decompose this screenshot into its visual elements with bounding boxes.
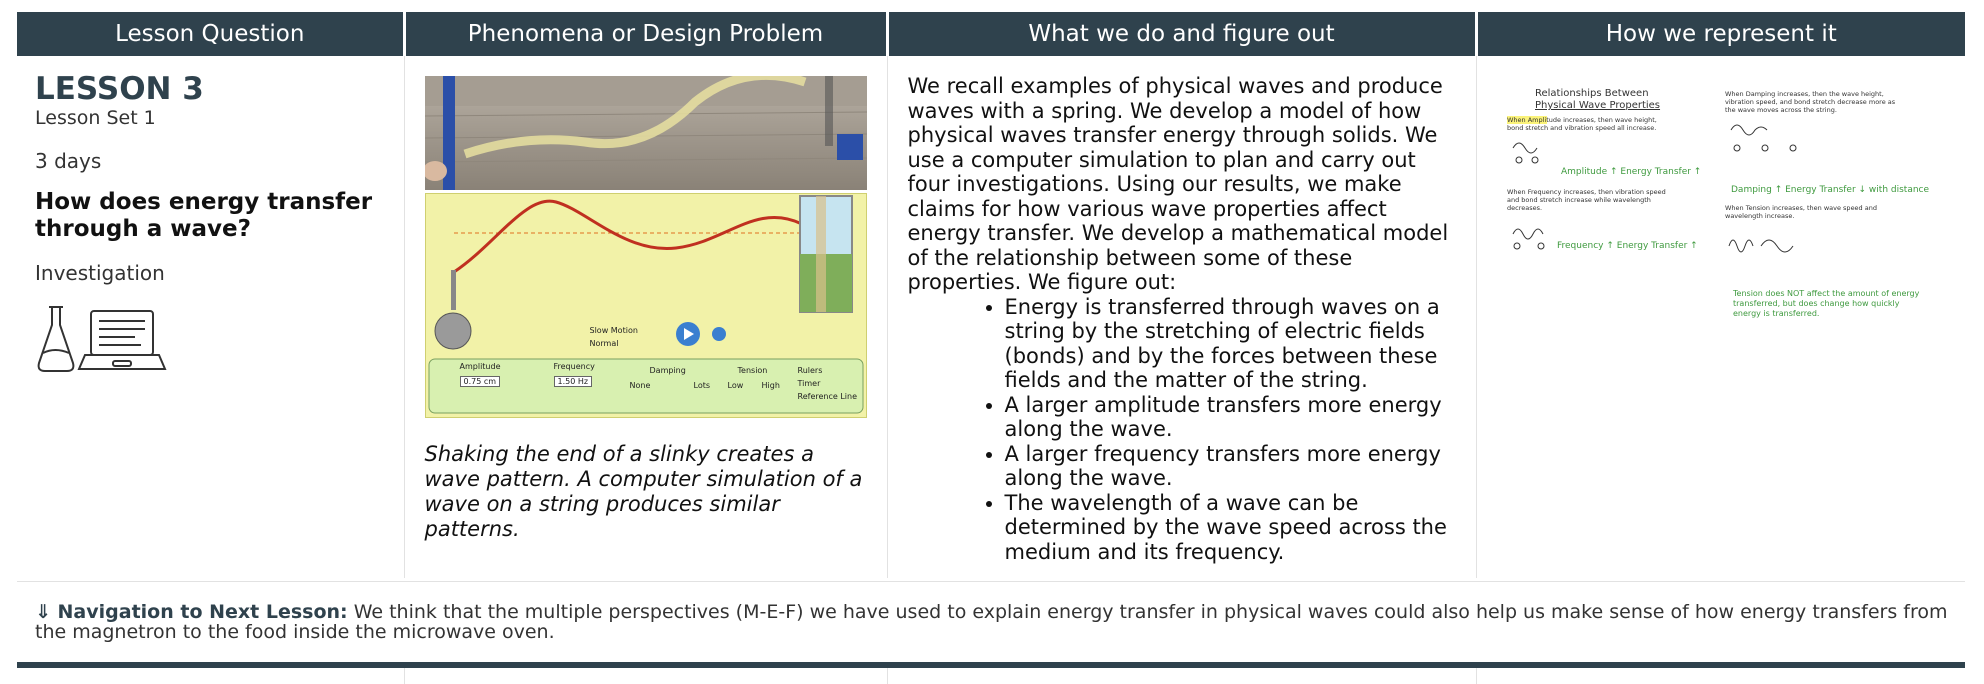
sim-amplitude-value[interactable]: 0.75 cm — [460, 376, 501, 387]
note-damping-result: Damping ↑ Energy Transfer ↓ with distance — [1730, 185, 1929, 195]
wave-simulation — [425, 193, 867, 418]
figure-out-paragraph: We recall examples of physical waves and produce waves with a spring. We develop a model of how physical waves transfer energy through solids. We use a computer simulation to plan and carry out four investigations. Using our results, we make claims for how various wave properties affect energy transfer. We develop a mathematical model of the relationship between some of these properties. We figure out: — [907, 74, 1449, 294]
what-we-do-cell — [887, 56, 1476, 578]
note-title-2: Physical Wave Properties — [1534, 100, 1660, 111]
navigation-text: We think that the multiple perspectives (M-E-F) we have used to explain energy transfer in physical waves could also help us make sense of how energy transfers from the magnetron to the food inside the microwave oven. — [35, 601, 1948, 643]
sim-damping-lots: Lots — [693, 381, 711, 390]
sim-check-reference[interactable]: Reference Line — [797, 392, 857, 401]
header-how-we-represent: How we represent it — [1476, 12, 1965, 56]
note-frequency-result: Frequency ↑ Energy Transfer ↑ — [1556, 241, 1698, 251]
column-divider — [887, 668, 888, 684]
column-divider — [1476, 668, 1477, 684]
note-frequency: When Frequency increases, then vibration speed and bond stretch increase while wavelength decreases. — [1506, 188, 1666, 212]
header-what-we-do: What we do and figure out — [887, 12, 1476, 56]
column-divider — [404, 668, 405, 684]
note-amplitude: When Amplitude increases, then wave height, bond stretch and vibration speed all increase. — [1506, 116, 1657, 132]
activity-type: Investigation — [35, 261, 165, 285]
figure-out-item: • A larger frequency transfers more energy along the wave. — [1005, 442, 1460, 491]
bottom-divider — [17, 662, 1965, 668]
lesson-question-cell — [17, 56, 404, 578]
header-phenomena: Phenomena or Design Problem — [404, 12, 887, 56]
lesson-days: 3 days — [35, 149, 102, 173]
laptop-icon — [79, 311, 165, 369]
sim-damping-label: Damping — [649, 366, 686, 375]
slinky-photo — [425, 76, 867, 190]
representation-cell — [1476, 56, 1965, 578]
flask-icon — [39, 307, 74, 371]
note-tension: When Tension increases, then wave speed and wavelength increase. — [1724, 204, 1877, 220]
sim-frequency-value[interactable]: 1.50 Hz — [554, 376, 593, 387]
note-damping: When Damping increases, then the wave height, vibration speed, and bond stretch decrease more as the wave moves across the string. — [1724, 90, 1895, 114]
note-tension-result: Tension does NOT affect the amount of energy transferred, but does change how quickly energy is transferred. — [1732, 289, 1919, 318]
note-amplitude-result: Amplitude ↑ Energy Transfer ↑ — [1560, 167, 1701, 177]
lesson-question: How does energy transfer through a wave? — [35, 189, 373, 242]
lesson-number: LESSON 3 — [35, 71, 204, 107]
lesson-row — [17, 56, 1965, 578]
sim-damping-none: None — [629, 381, 651, 390]
navigation-next-lesson — [17, 581, 1965, 642]
figure-out-item: • Energy is transferred through waves on a string by the stretching of electric fields (bonds) and by the forces between these fields and the matter of the string. — [1005, 295, 1460, 393]
investigation-icons — [35, 303, 404, 379]
sim-option-slow[interactable]: Slow Motion — [589, 326, 638, 335]
handwritten-notes — [1477, 56, 1966, 350]
sim-option-normal[interactable]: Normal — [589, 339, 619, 348]
phenomena-caption: Shaking the end of a slinky creates a wave pattern. A computer simulation of a wave on a string produces similar patterns. — [424, 442, 863, 541]
figure-out-list — [908, 295, 1460, 565]
figure-out-item: • A larger amplitude transfers more energy along the wave. — [1005, 393, 1460, 442]
figure-out-item: • The wavelength of a wave can be determined by the wave speed across the medium and its frequency. — [1005, 491, 1460, 565]
sim-amplitude-label: Amplitude — [459, 362, 501, 371]
header-lesson-question: Lesson Question — [17, 12, 404, 56]
sim-frequency-label: Frequency — [553, 362, 595, 371]
sim-tension-high: High — [761, 381, 780, 390]
sim-tension-label: Tension — [737, 366, 768, 375]
sim-check-timer[interactable]: Timer — [797, 379, 821, 388]
sim-tension-low: Low — [727, 381, 744, 390]
lesson-overview — [17, 12, 1965, 643]
navigation-label: ⇓ Navigation to Next Lesson: — [35, 601, 348, 623]
header-row — [17, 12, 1965, 56]
sim-check-rulers[interactable]: Rulers — [797, 366, 823, 375]
note-title-1: Relationships Between — [1534, 88, 1649, 99]
lesson-set: Lesson Set 1 — [35, 107, 156, 129]
lesson-table — [17, 12, 1965, 578]
phenomena-cell — [404, 56, 887, 578]
